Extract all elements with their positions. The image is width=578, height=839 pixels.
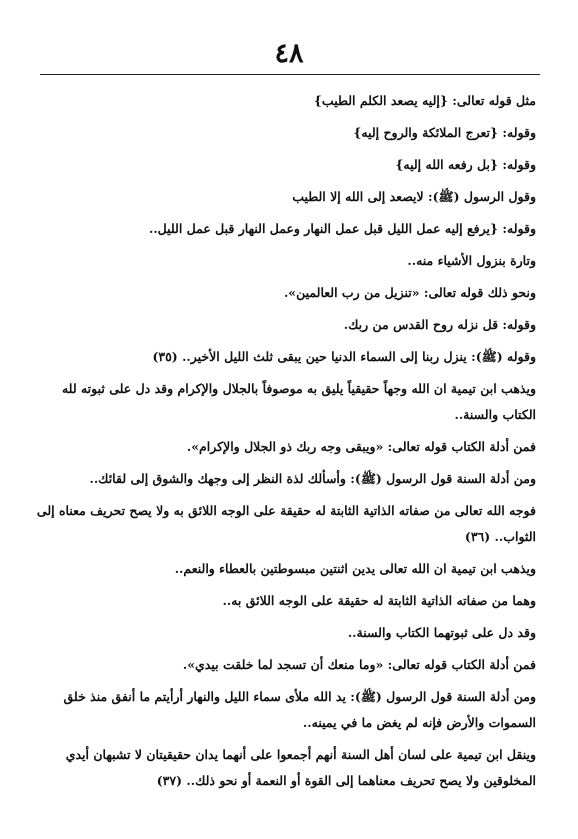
- paragraph-11: فمن أدلة الكتاب قوله تعالى: «ويبقى وجه ربك ذو الجلال والإكرام».: [186, 439, 536, 454]
- paragraph-8: وقوله: قل نزله روح القدس من ربك.: [343, 317, 536, 332]
- paragraph-10: ويذهب ابن تيمية ان الله وجهاً حقيقياً يليق به موصوفاً بالجلال والإكرام وقد دل على ثبوته لله الكتاب والسنة..: [61, 381, 536, 422]
- paragraph-13: فوجه الله تعالى من صفاته الذاتية الثابتة له حقيقة على الوجه اللائق به ولا يصح تحريف معناه إلى الثواب.. (٣٦): [36, 503, 536, 544]
- paragraph-18: ومن أدلة السنة قول الرسول (ﷺ): يد الله ملأى سماء الليل والنهار أرأيتم ما أنفق منذ خلق السموات والأرض فإنه لم يغض ما في يمينه..: [63, 689, 536, 730]
- paragraph-3: وقوله: {بل رفعه الله إليه}: [395, 157, 536, 172]
- paragraph-6: وتارة بنزول الأشياء منه..: [407, 253, 536, 268]
- paragraph-9: وقوله (ﷺ): ينزل ربنا إلى السماء الدنيا حين يبقى ثلث الليل الأخير.. (٣٥): [152, 349, 536, 364]
- paragraph-15: وهما من صفاته الذاتية الثابتة له حقيقة على الوجه اللائق به..: [222, 593, 536, 608]
- paragraph-17: فمن أدلة الكتاب قوله تعالى: «وما منعك أن تسجد لما خلقت بيدي».: [182, 657, 536, 672]
- page-number: ٤٨: [274, 38, 304, 69]
- paragraph-14: ويذهب ابن تيمية ان الله تعالى يدين اثنتين مبسوطتين بالعطاء والنعم..: [174, 561, 536, 576]
- paragraph-16: وقد دل على ثبوتهما الكتاب والسنة..: [347, 625, 536, 640]
- paragraph-2: وقوله: {تعرج الملائكة والروح إليه}: [353, 125, 536, 140]
- paragraph-4: وقول الرسول (ﷺ): لايصعد إلى الله إلا الطيب: [292, 189, 536, 204]
- header-rule: [40, 74, 540, 75]
- paragraph-5: وقوله: {يرفع إليه عمل الليل قبل عمل النهار وعمل النهار قبل عمل الليل..: [148, 221, 536, 236]
- paragraph-19: وينقل ابن تيمية على لسان أهل السنة أنهم أجمعوا على أنهما يدان حقيقيتان لا تشبهان أيدي المخلوقين ولا يصح تحريف معناهما إلى القوة أو النعمة أو نحو ذلك.. (٣٧): [65, 747, 536, 788]
- page-body: [36, 88, 536, 800]
- paragraph-1: مثل قوله تعالى: {إليه يصعد الكلم الطيب}: [313, 93, 536, 108]
- paragraph-12: ومن أدلة السنة قول الرسول (ﷺ): وأسألك لذة النظر إلى وجهك والشوق إلى لقائك..: [89, 471, 536, 486]
- paragraph-7: ونحو ذلك قوله تعالى: «تنزيل من رب العالمين».: [283, 285, 536, 300]
